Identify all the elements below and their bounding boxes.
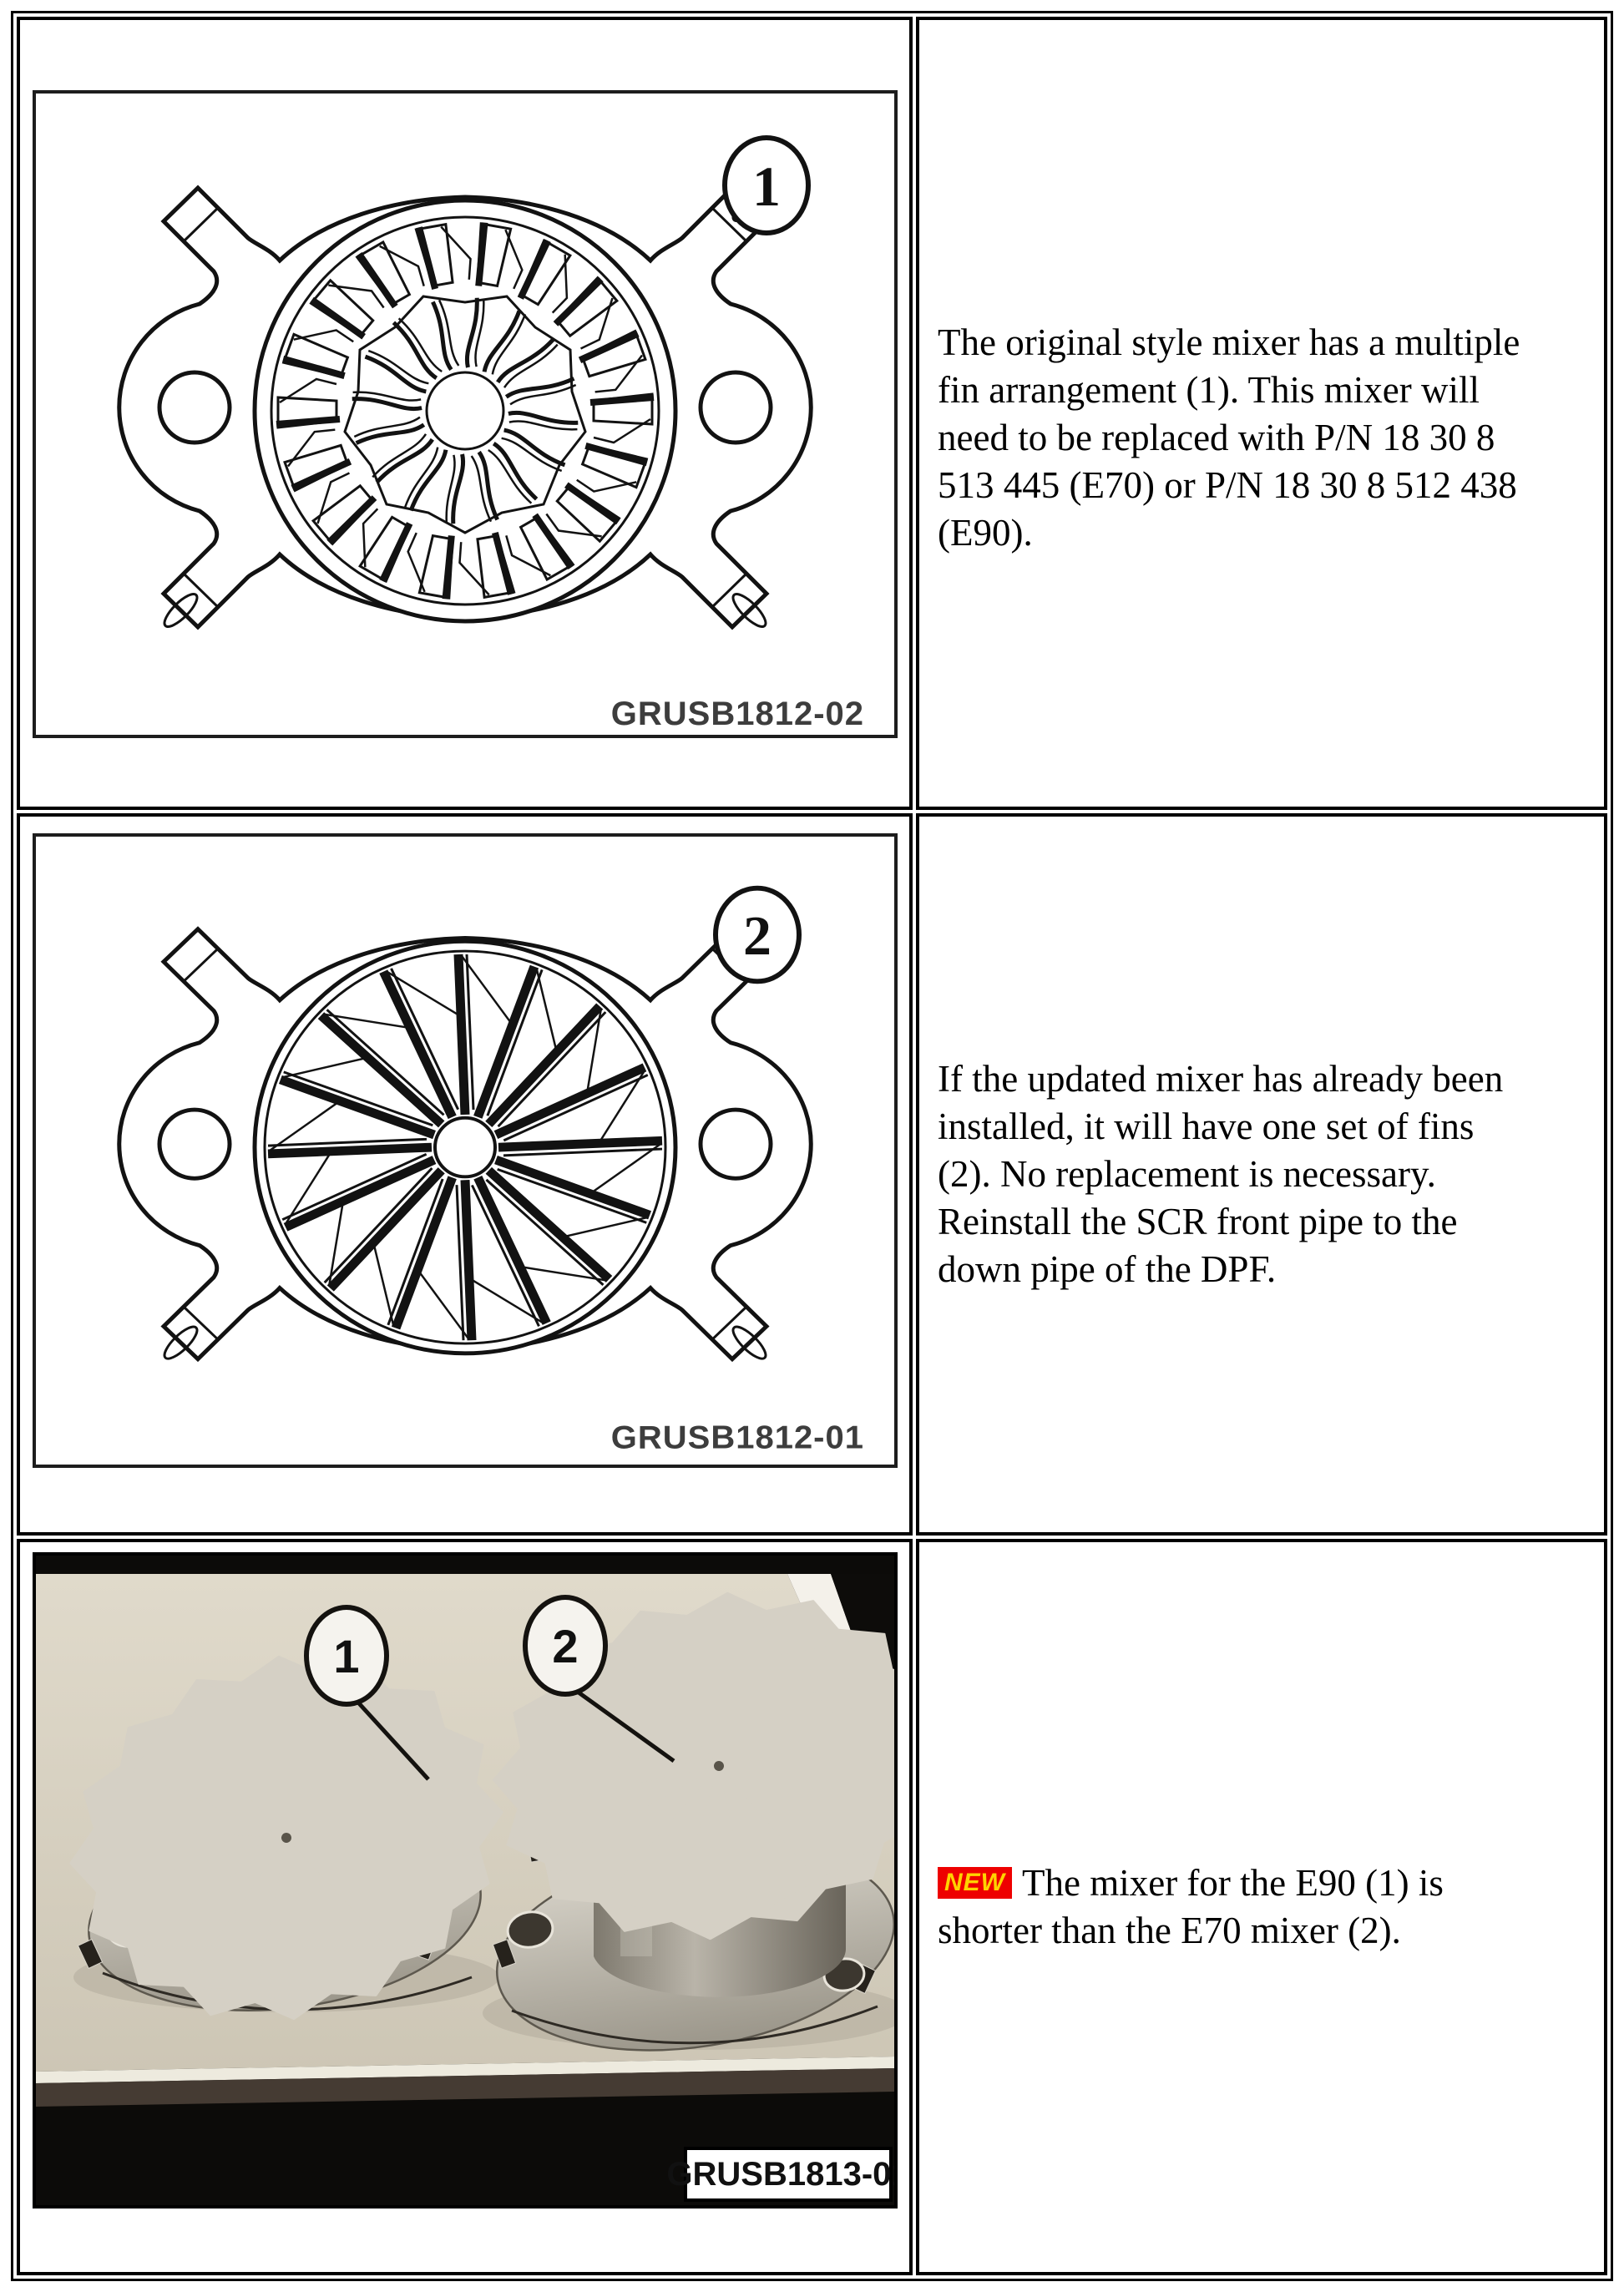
figure-caption: GRUSB1813-01 xyxy=(665,2156,894,2193)
text-line: down pipe of the DPF. xyxy=(938,1248,1277,1290)
text-line xyxy=(938,1859,1592,1907)
text-line: The original style mixer has a multiple xyxy=(938,321,1520,363)
label-balloon-2 xyxy=(525,1597,605,1694)
label-balloon-1 xyxy=(725,138,808,233)
table-row xyxy=(17,17,1607,810)
text-line: 513 445 (E70) or P/N 18 30 8 512 438 xyxy=(938,463,1517,506)
figure-updated-mixer xyxy=(33,833,898,1468)
text-line: (E90). xyxy=(938,511,1033,554)
text-line: installed, it will have one set of fins xyxy=(938,1106,1475,1147)
text-cell-updated-mixer xyxy=(916,813,1607,1536)
paragraph-updated-mixer xyxy=(938,1055,1592,1293)
balloon-number: 1 xyxy=(751,154,781,218)
text-line: If the updated mixer has already been xyxy=(938,1058,1504,1100)
balloon-number: 2 xyxy=(551,1620,579,1672)
balloon-number: 2 xyxy=(742,904,772,967)
paragraph-original-mixer xyxy=(938,271,1592,557)
figure-cell-mixer-photo xyxy=(17,1539,913,2275)
figure-cell-original-mixer xyxy=(17,17,913,810)
label-balloon-2 xyxy=(716,888,799,982)
table-row xyxy=(17,1539,1607,2275)
paragraph-mixer-photo xyxy=(938,1859,1592,1955)
text-cell-original-mixer xyxy=(916,17,1607,810)
text-line: shorter than the E70 mixer (2). xyxy=(938,1910,1401,1951)
figure-cell-updated-mixer xyxy=(17,813,913,1536)
text-line: (2). No replacement is necessary. xyxy=(938,1153,1436,1195)
table-row xyxy=(17,813,1607,1536)
mixer-comparison-photo xyxy=(36,1556,894,2205)
figure-caption: GRUSB1812-01 xyxy=(610,1419,864,1456)
new-badge: NEW xyxy=(938,1867,1012,1899)
label-balloon-1 xyxy=(306,1607,387,1704)
balloon-number: 1 xyxy=(332,1630,360,1682)
photo-caption-box xyxy=(666,2148,894,2200)
document-table xyxy=(11,11,1613,2281)
mixer-drawing-single-fin-icon xyxy=(36,837,894,1465)
text-line-content: The mixer for the E90 (1) is xyxy=(1022,1862,1444,1904)
figure-original-mixer xyxy=(33,90,898,738)
mixer-drawing-multi-fin-icon xyxy=(36,94,894,735)
text-line: need to be replaced with P/N 18 30 8 xyxy=(938,416,1495,458)
text-line: Reinstall the SCR front pipe to the xyxy=(938,1201,1458,1242)
text-cell-mixer-photo xyxy=(916,1539,1607,2275)
figure-mixer-photo xyxy=(33,1552,898,2209)
figure-caption: GRUSB1812-02 xyxy=(610,696,864,732)
text-line: fin arrangement (1). This mixer will xyxy=(938,368,1480,411)
